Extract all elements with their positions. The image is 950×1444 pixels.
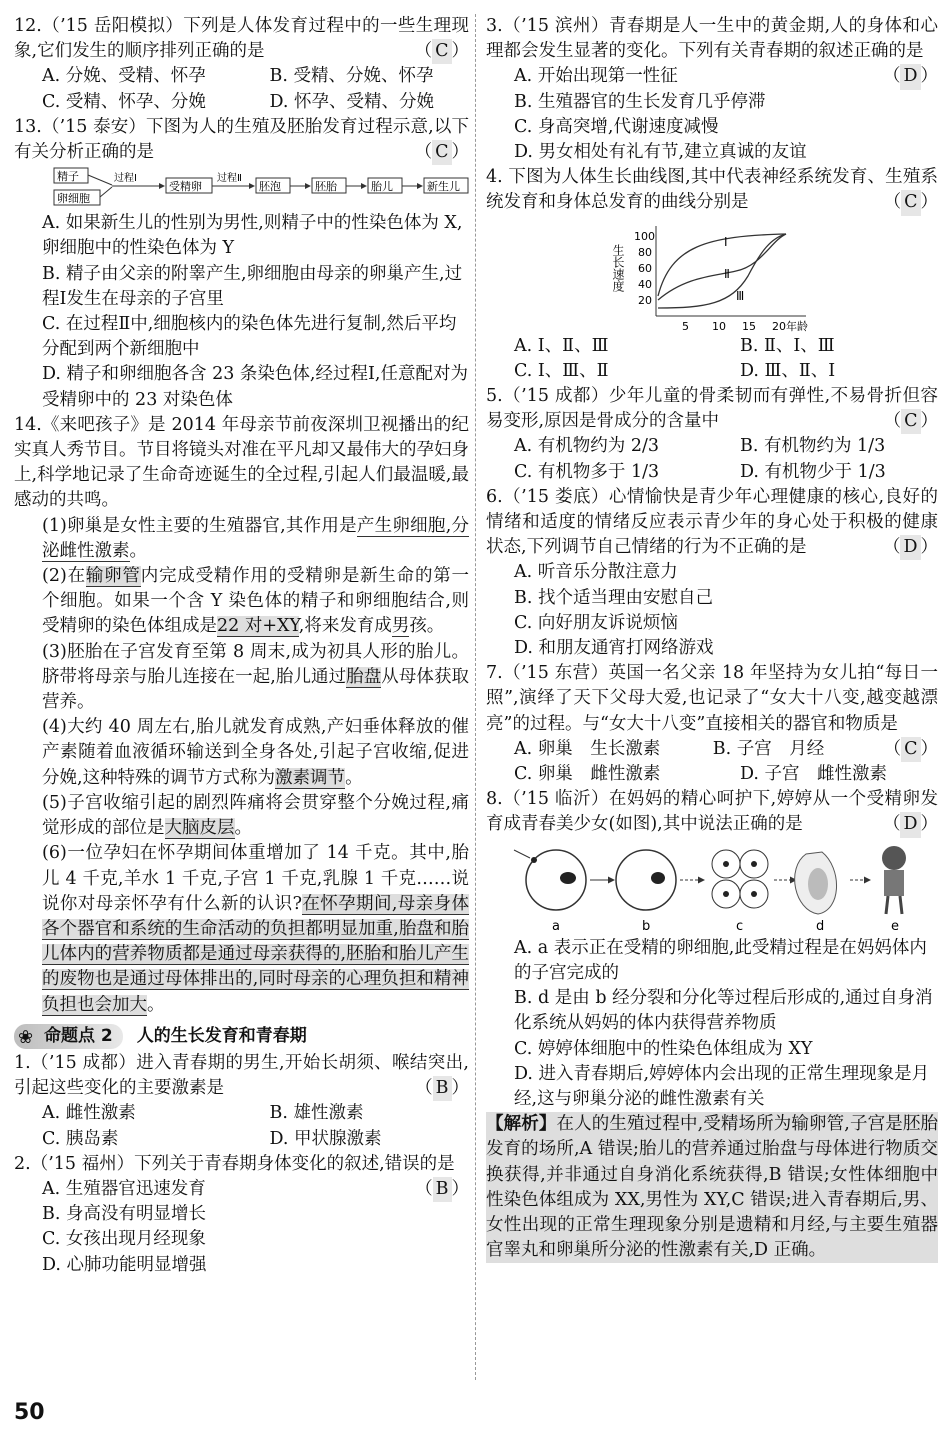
- option: D. 精子和卵细胞各含 23 条染色体,经过程Ⅰ,任意配对为受精卵中的 23 对染色体: [42, 364, 468, 410]
- flow-sperm: 精子: [57, 170, 79, 184]
- option: A. 卵巢 生长激素: [514, 738, 661, 759]
- section-title: 人的生长发育和青春期: [136, 1025, 307, 1046]
- growth-curve-chart: [486, 216, 938, 334]
- option: B. 雄性激素: [269, 1103, 364, 1124]
- option: C. 在过程Ⅱ中,细胞核内的染色体先进行复制,然后平均分配到两个新细胞中: [42, 314, 457, 360]
- diagram-label: a: [552, 918, 560, 934]
- answer-text: 22 对+XY: [217, 616, 299, 637]
- analysis-text: 在人的生殖过程中,受精场所为输卵管,子宫是胚胎发育的场所,A 错误;胎儿的营养通过胎盘与母体进行物质交换获得,并非通过自身消化系统获得,B 错误;女性体细胞中性染色体组成为 XX,男性为 XY,C 错误;进入青春期后,男、女性出现的正常生理现象分别是遗精和月经,与主要生殖器官睾丸和卵巢所分泌的性激素有关,D 正确。: [486, 1114, 939, 1261]
- option: B. 身高没有明显增长: [42, 1204, 206, 1225]
- sub-question-2: (2)在输卵管内完成受精作用的受精卵是新生命的第一个细胞。如果一个含 Y 染色体的精子和卵细胞结合,则受精卵的染色体组成是22 对+XY,将来发育成男孩。: [42, 566, 470, 637]
- question-s5: 5.（’15 成都）少年儿童的骨柔韧而有弹性,不易骨折但容易变形,原因是骨成分的含量中 （ C ） A. 有机物约为 2/3 B. 有机物约为 1/3 C. 有机物多于 1/3 D. 有机物少于 1/3: [486, 384, 938, 485]
- question-stem: 5.（’15 成都）少年儿童的骨柔韧而有弹性,不易骨折但容易变形,原因是骨成分的含量中: [486, 386, 938, 432]
- option: C. 婷婷体细胞中的性染色体组成为 XY: [514, 1038, 813, 1059]
- option: C. 向好朋友诉说烦恼: [514, 612, 678, 633]
- diagram-label: b: [642, 918, 651, 934]
- column-divider: [475, 14, 476, 1380]
- sub-question-4: (4)大约 40 周左右,胎儿就发育成熟,产妇垂体释放的催产素随着血液循环输送到全身各处,引起子宫收缩,促进分娩,这种特殊的调节方式称为激素调节。: [42, 717, 469, 788]
- answer-text: 男: [391, 616, 410, 637]
- flow-egg: 卵细胞: [57, 192, 90, 206]
- question-s4: 4. 下图为人体生长曲线图,其中代表神经系统发育、生殖系统发育和身体总发育的曲线分别是 （ C ） 生长速度 100 80 60 40 20 5 10 15 20 年龄 Ⅰ Ⅱ Ⅲ A. Ⅰ、Ⅱ、Ⅲ B. Ⅱ、Ⅰ、Ⅲ C. Ⅰ、Ⅲ、Ⅱ D. Ⅲ、Ⅱ、Ⅰ: [486, 165, 938, 384]
- option: B. Ⅱ、Ⅰ、Ⅲ: [740, 335, 835, 356]
- answer-box: C: [901, 737, 920, 762]
- answer-text: 大脑皮层: [164, 818, 235, 839]
- analysis-tag: 【解析】: [486, 1114, 557, 1135]
- option: C. Ⅰ、Ⅲ、Ⅱ: [514, 360, 609, 381]
- option: D. 进入青春期后,婷婷体内会出现的正常生理现象是月经,这与卵巢分泌的雌性激素有关: [514, 1063, 930, 1109]
- option: A. 生殖器官迅速发育: [42, 1178, 206, 1199]
- option: D. 甲状腺激素: [269, 1128, 382, 1149]
- question-stem: 1.（’15 成都）进入青春期的男生,开始长胡须、喉结突出,引起这些变化的主要激素是: [14, 1052, 469, 1099]
- answer-box: C: [901, 190, 920, 215]
- curve-label-1: Ⅰ: [724, 234, 728, 249]
- flow-process2: 过程Ⅱ: [217, 173, 242, 185]
- answer-box: C: [432, 140, 451, 165]
- y-tick: 60: [638, 261, 652, 275]
- option: A. 雌性激素: [42, 1103, 136, 1124]
- answer-box: D: [900, 535, 920, 560]
- question-stem: 3.（’15 滨州）青春期是人一生中的黄金期,人的身体和心理都会发生显著的变化。下列有关青春期的叙述正确的是: [486, 16, 938, 62]
- girl-e: [882, 846, 906, 870]
- sub-question-3: (3)胚胎在子宫发育至第 8 周末,成为初具人形的胎儿。脐带将母亲与胎儿连接在一起,胎儿通过胎盘从母体获取营养。: [42, 641, 470, 713]
- option: D. 心肺功能明显增强: [42, 1254, 207, 1275]
- question-stem: 8.（’15 临沂）在妈妈的精心呵护下,婷婷从一个受精卵发育成青春美少女(如图),其中说法正确的是: [486, 789, 938, 835]
- answer-text: 产生卵细胞,分泌雌性激素: [42, 515, 470, 561]
- option: B. 子宫 月经: [712, 738, 825, 759]
- option: C. 身高突增,代谢速度减慢: [514, 116, 719, 137]
- diagram-label: e: [891, 918, 899, 934]
- page-number: 50: [14, 1400, 45, 1425]
- zygote-b: [616, 850, 676, 910]
- flow-zygote: 受精卵: [169, 180, 202, 194]
- option: C. 女孩出现月经现象: [42, 1229, 206, 1250]
- answer-text: 胎盘: [346, 666, 382, 687]
- question-s7: 7.（’15 东营）英国一名父亲 18 年坚持为女儿拍“每日一照”,演绎了天下父母大爱,也记录了“女大十八变,越变越漂亮”的过程。与“女大十八变”直接相关的器官和物质是 （ C ） A. 卵巢 生长激素 B. 子宫 月经 C. 卵巢 雌性激素 D. 子宫 雌性激素: [486, 661, 938, 787]
- option: C. 有机物多于 1/3: [514, 461, 660, 482]
- option: A. 开始出现第一性征: [514, 66, 678, 87]
- option: D. 子宫 雌性激素: [740, 764, 888, 785]
- option: A. 分娩、受精、怀孕: [42, 66, 206, 87]
- option: A. 听音乐分散注意力: [514, 562, 678, 583]
- y-tick: 40: [638, 277, 652, 291]
- chart-ylabel: 生长速度: [611, 243, 625, 292]
- question-s6: 6.（’15 娄底）心情愉快是青少年心理健康的核心,良好的情绪和适度的情绪反应表示青少年的身心处于积极的健康状态,下列调节自己情绪的行为不正确的是 （ D ） A. 听音乐分散注意力 B. 找个适当理由安慰自己 C. 向好朋友诉说烦恼 D. 和朋友通宵打网络游戏: [486, 485, 938, 661]
- question-stem: 14.《来吧孩子》是 2014 年母亲节前夜深圳卫视播出的纪实真人秀节目。节目将镜头对准在平凡却又最伟大的孕妇身上,科学地记录了生命奇迹诞生的全过程,引起人们最温暖,最感动的共鸣。: [14, 414, 469, 511]
- flow-newborn: 新生儿: [427, 180, 460, 194]
- flow-embryo: 胚胎: [315, 180, 337, 194]
- answer-box: B: [433, 1177, 452, 1202]
- question-12: 12.（’15 岳阳模拟）下列是人体发育过程中的一些生理现象,它们发生的顺序排列正确的是 （ C ） A. 分娩、受精、怀孕 B. 受精、分娩、怀孕 C. 受精、怀孕、分娩 D. 怀孕、受精、分娩: [14, 14, 469, 115]
- section-badge: ❀ 命题点 2: [14, 1024, 123, 1049]
- y-tick: 20: [638, 293, 652, 307]
- sub-question-6: (6)一位孕妇在怀孕期间体重增加了 14 千克。其中,胎儿 4 千克,羊水 1 千克,子宫 1 千克,乳腺 1 千克……说说你对母亲怀孕有什么新的认识?在怀孕期间,母亲身体各个器官和系统的生命活动的负担都明显加重,胎盘和胎儿体内的营养物质都是通过母亲获得的,胚胎和胎儿产生的废物也是通过母体排出的,同时母亲的心理负担和精神负担也会加大。: [42, 843, 469, 1015]
- answer-box: C: [432, 39, 451, 64]
- option: D. Ⅲ、Ⅱ、Ⅰ: [740, 360, 836, 381]
- section-header: [14, 1024, 469, 1049]
- option: D. 和朋友通宵打网络游戏: [514, 638, 714, 659]
- question-stem: 7.（’15 东营）英国一名父亲 18 年坚持为女儿拍“每日一照”,演绎了天下父母大爱,也记录了“女大十八变,越变越漂亮”的过程。与“女大十八变”直接相关的器官和物质是: [486, 663, 938, 734]
- x-tick: 20: [772, 319, 786, 333]
- x-label: 年龄: [786, 319, 808, 333]
- option: A. 如果新生儿的性别为男性,则精子中的性染色体为 X,卵细胞中的性染色体为 Y: [42, 213, 463, 259]
- x-tick: 10: [712, 319, 726, 333]
- option: B. 找个适当理由安慰自己: [514, 587, 713, 608]
- left-column: [14, 14, 469, 1278]
- answer-box: C: [901, 409, 920, 434]
- analysis-block: [486, 1112, 938, 1263]
- option: C. 受精、怀孕、分娩: [42, 91, 206, 112]
- y-tick: 100: [634, 229, 655, 243]
- development-diagram: [486, 838, 938, 936]
- option: B. 有机物约为 1/3: [740, 436, 886, 457]
- curve-2: [658, 234, 786, 300]
- question-s8: 8.（’15 临沂）在妈妈的精心呵护下,婷婷从一个受精卵发育成青春美少女(如图),其中说法正确的是 （ D ） a b c d e A. a 表示正在受精的卵细胞,此受精过程是在妈妈体内的子宫完成的 B. d 是由 b 经分裂和分化等过程后形成的,通过自身消化系统从妈妈的体内获得营养物质 C. 婷婷体细胞中的性染色体组成为 XY D. 进入青春期后,婷婷体内会出现的正常生理现象是月经,这与卵巢分泌的雌性激素有关 【解析】在人的生殖过程中,受精场所为输卵管,子宫是胚胎发育的场所,A 错误;胎儿的营养通过胎盘与母体进行物质交换获得,并非通过自身消化系统获得,B 错误;女性体细胞中性染色体组成为 XX,男性为 XY,C 错误;进入青春期后,男、女性出现的正常生理现象分别是遗精和月经,与主要生殖器官睾丸和卵巢所分泌的性激素有关,D 正确。: [486, 787, 938, 1263]
- option: A. 有机物约为 2/3: [514, 436, 659, 457]
- option: B. d 是由 b 经分裂和分化等过程后形成的,通过自身消化系统从妈妈的体内获得营养物质: [514, 988, 933, 1034]
- answer-text: 激素调节: [275, 767, 346, 788]
- answer-box: D: [900, 812, 920, 837]
- option: B. 精子由父亲的附睾产生,卵细胞由母亲的卵巢产生,过程Ⅰ发生在母亲的子宫里: [42, 263, 463, 309]
- option: B. 受精、分娩、怀孕: [269, 66, 434, 87]
- question-stem: 6.（’15 娄底）心情愉快是青少年心理健康的核心,良好的情绪和适度的情绪反应表示青少年的身心处于积极的健康状态,下列调节自己情绪的行为不正确的是: [486, 486, 938, 558]
- sub-question-1: (1)卵巢是女性主要的生殖器官,其作用是产生卵细胞,分泌雌性激素。: [42, 515, 470, 561]
- question-13: 13.（’15 泰安）下图为人的生殖及胚胎发育过程示意,以下有关分析正确的是 （ C ） 精子 卵细胞 过程Ⅰ 受精卵 过程Ⅱ 胚泡 胚胎 胎儿 新生儿 A. 如果新生儿的性别为男性,则精子中的性染色体为 X,卵细胞中的性染色体为 Y B. 精子由父亲的附睾产生,卵细胞由母亲的卵巢产生,过程Ⅰ发生在母亲的子宫里 C. 在过程Ⅱ中,细胞核内的染色体先进行复制,然后平均分配到两个新细胞中 D. 精子和卵细胞各含 23 条染色体,经过程Ⅰ,任意配对为受精卵中的 23 对染色体: [14, 115, 469, 413]
- option: D. 有机物少于 1/3: [740, 461, 886, 482]
- answer-box: B: [433, 1076, 452, 1101]
- y-tick: 80: [638, 245, 652, 259]
- option: C. 卵巢 雌性激素: [514, 764, 661, 785]
- answer-text: 在怀孕期间,母亲身体各个器官和系统的生命活动的负担都明显加重,胎盘和胎儿体内的营养物质都是通过母亲获得的,胚胎和胎儿产生的废物也是通过母体排出的,同时母亲的心理负担和精神负担也会加大: [42, 893, 469, 1015]
- diagram-label: c: [736, 918, 744, 934]
- flower-icon: ❀: [18, 1026, 34, 1048]
- curve-label-2: Ⅱ: [724, 266, 730, 281]
- curve-label-3: Ⅲ: [736, 288, 745, 303]
- flow-fetus: 胎儿: [371, 180, 393, 194]
- flow-process1: 过程Ⅰ: [114, 173, 137, 185]
- question-stem: 12.（’15 岳阳模拟）下列是人体发育过程中的一些生理现象,它们发生的顺序排列正确的是: [14, 16, 469, 62]
- question-stem: 13.（’15 泰安）下图为人的生殖及胚胎发育过程示意,以下有关分析正确的是: [14, 116, 469, 163]
- answer-text: 输卵管: [85, 566, 141, 587]
- question-14: [14, 413, 469, 1018]
- option: B. 生殖器官的生长发育几乎停滞: [514, 91, 766, 112]
- option: C. 胰岛素: [42, 1128, 119, 1149]
- question-s1: 1.（’15 成都）进入青春期的男生,开始长胡须、喉结突出,引起这些变化的主要激素是 （ B ） A. 雌性激素 B. 雄性激素 C. 胰岛素 D. 甲状腺激素: [14, 1051, 469, 1152]
- flow-blastocyst: 胚泡: [259, 180, 281, 194]
- option: A. Ⅰ、Ⅱ、Ⅲ: [514, 335, 609, 356]
- sub-question-5: (5)子宫收缩引起的剧烈阵痛将会贯穿整个分娩过程,痛觉形成的部位是大脑皮层。: [42, 792, 469, 839]
- question-s3: 3.（’15 滨州）青春期是人一生中的黄金期,人的身体和心理都会发生显著的变化。下列有关青春期的叙述正确的是 （ D ） A. 开始出现第一性征 B. 生殖器官的生长发育几乎停滞 C. 身高突增,代谢速度减慢 D. 男女相处有礼有节,建立真诚的友谊: [486, 14, 938, 165]
- x-tick: 5: [682, 319, 689, 333]
- question-stem: 4. 下图为人体生长曲线图,其中代表神经系统发育、生殖系统发育和身体总发育的曲线分别是: [486, 167, 938, 213]
- question-s2: 2.（’15 福州）下列关于青春期身体变化的叙述,错误的是 （ B ） A. 生殖器官迅速发育 B. 身高没有明显增长 C. 女孩出现月经现象 D. 心肺功能明显增强: [14, 1152, 469, 1278]
- curve-3: [658, 234, 786, 308]
- option: D. 男女相处有礼有节,建立真诚的友谊: [514, 142, 807, 163]
- question-stem: 2.（’15 福州）下列关于青春期身体变化的叙述,错误的是: [14, 1153, 455, 1174]
- diagram-label: d: [816, 918, 825, 934]
- option: D. 怀孕、受精、分娩: [269, 91, 435, 112]
- right-column: [486, 14, 938, 1263]
- x-tick: 15: [742, 319, 756, 333]
- option: A. a 表示正在受精的卵细胞,此受精过程是在妈妈体内的子宫完成的: [514, 937, 927, 983]
- reproduction-flow-diagram: [14, 165, 469, 211]
- answer-box: D: [900, 64, 920, 89]
